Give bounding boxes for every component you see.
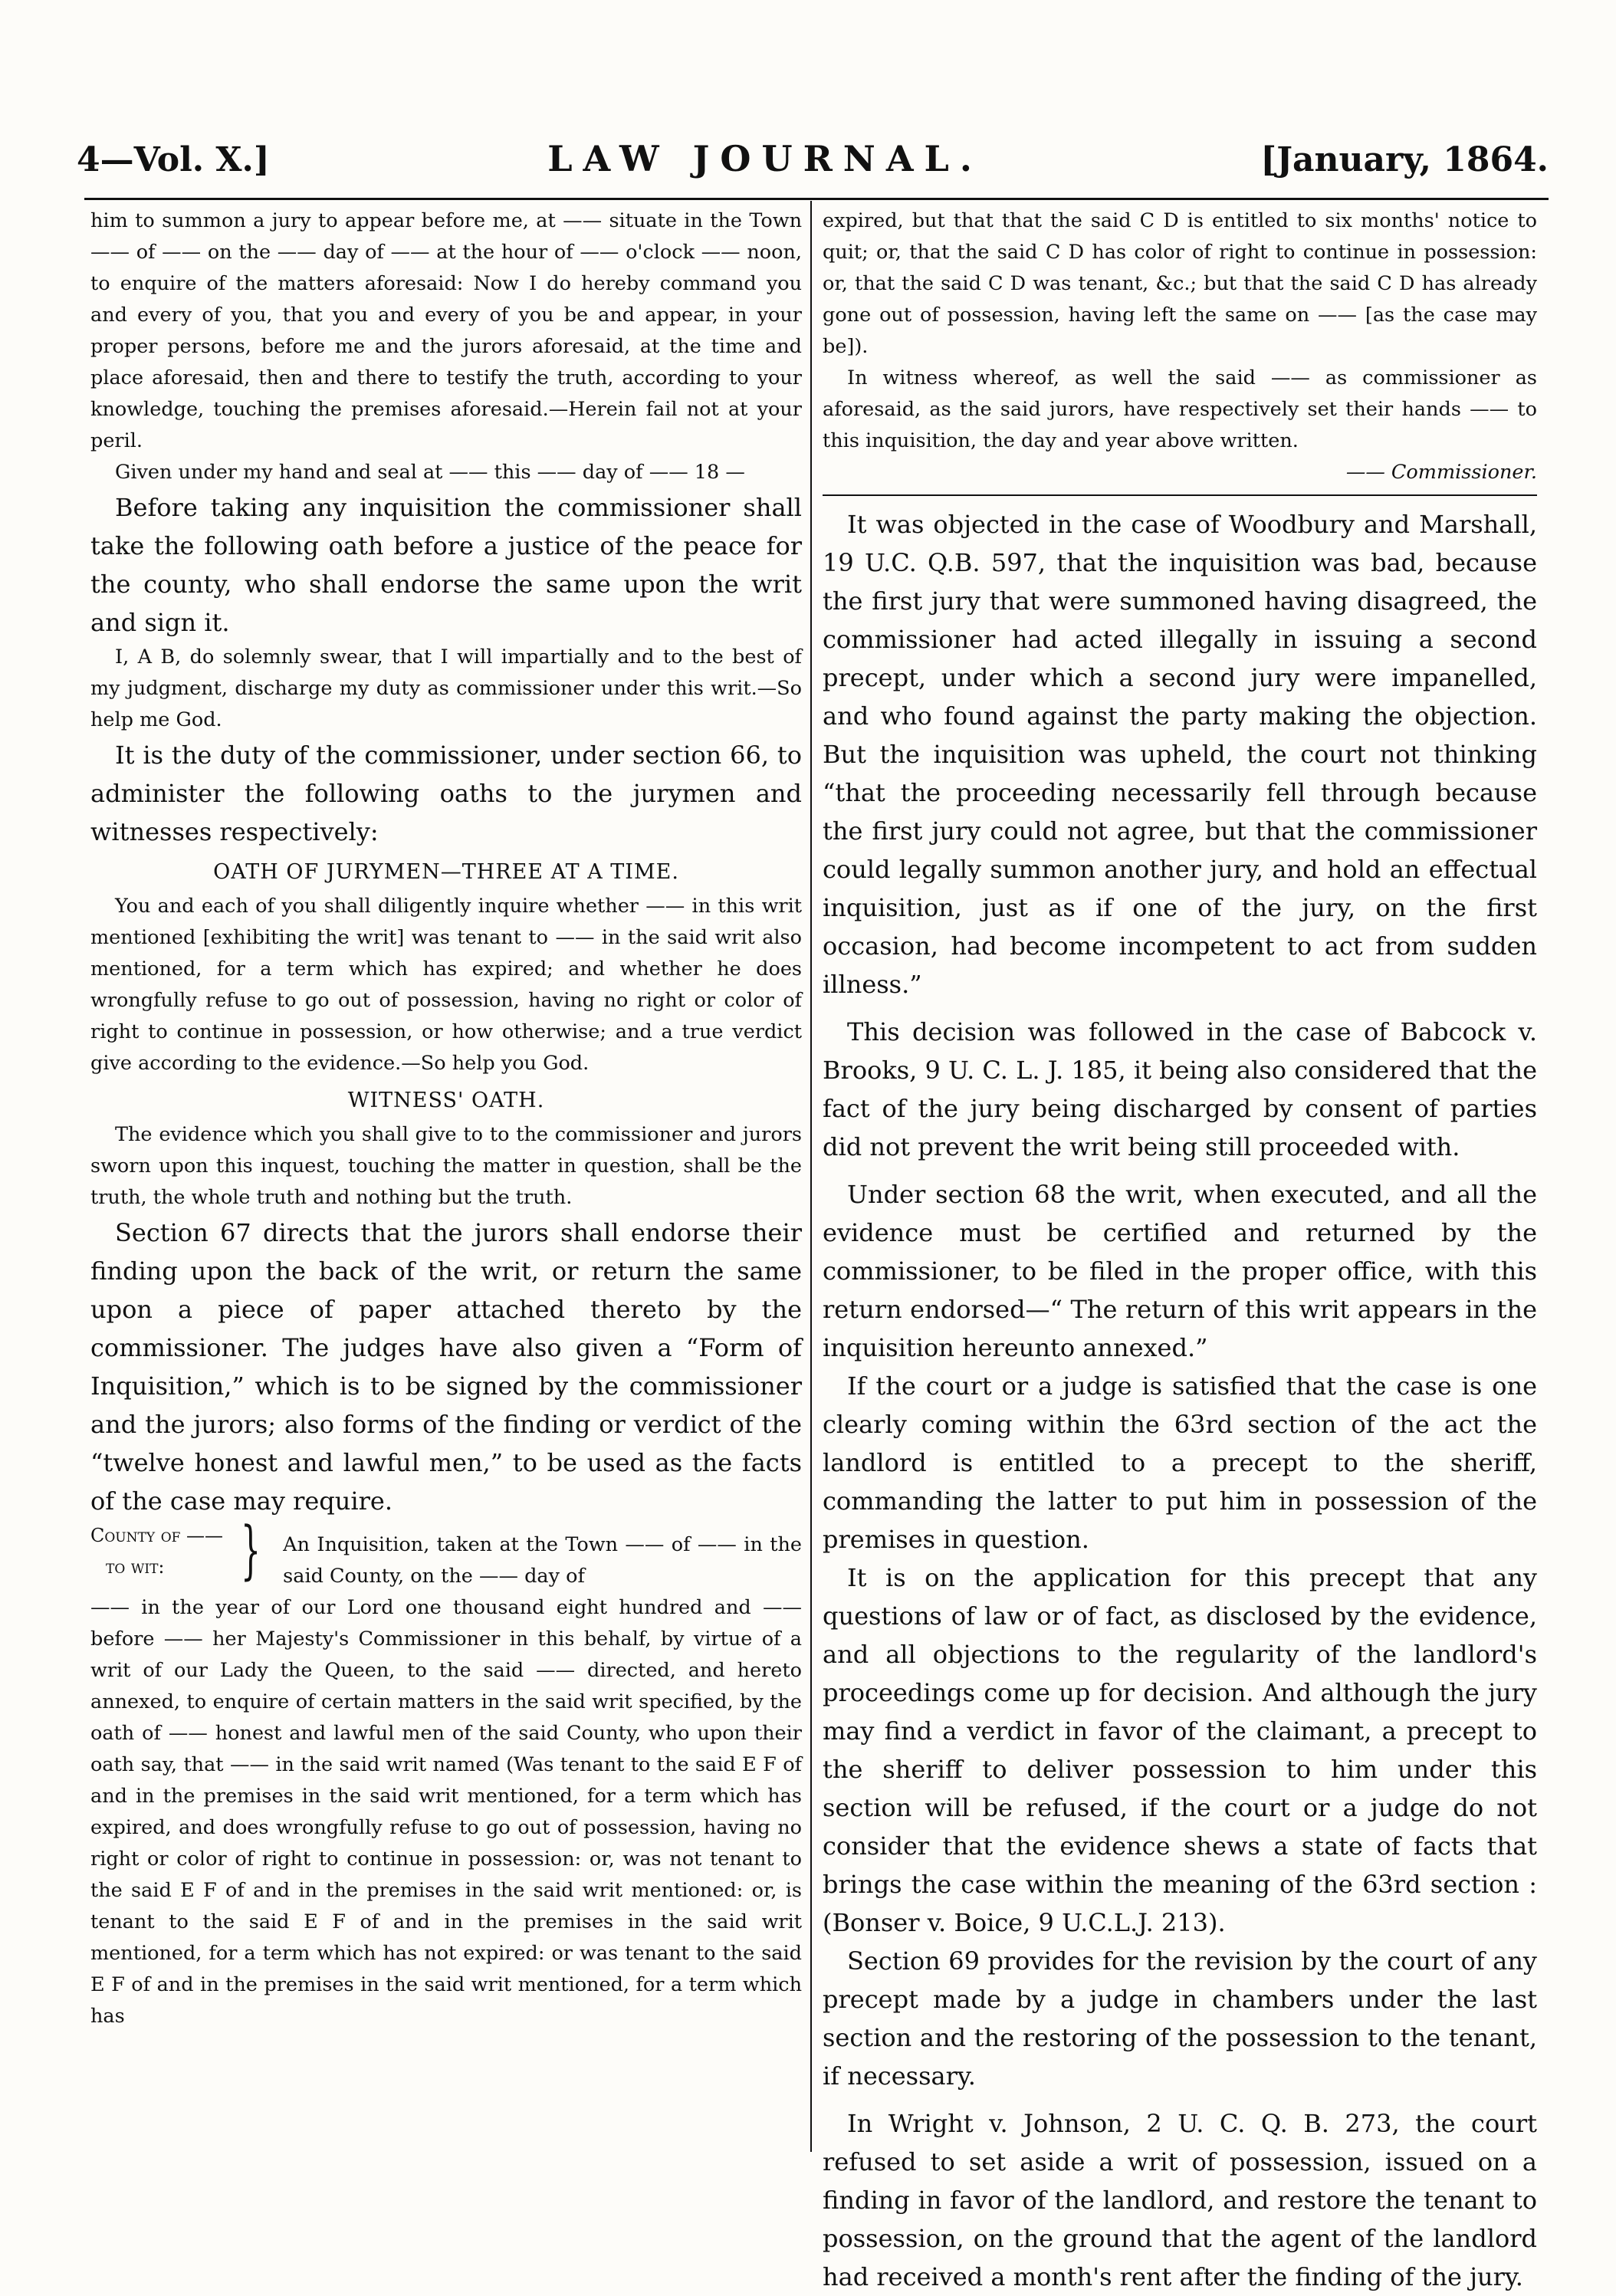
inquisition-form-header [90, 1514, 802, 1592]
jurymen-oath: You and each of you shall diligently inquire whether —— in this writ mentioned [exhibiting the writ] was tenant to —— in the said writ also mentioned, for a term which has expired; and whether he does wrongfully refuse to go out of possession, having no right or color of right to continue in possession, or how otherwise; and a true verdict give according to the evidence.—So help you God. [90, 895, 802, 1075]
commissioner-oath-intro: Before taking any inquisition the commissioner shall take the following oath before a justice of the peace for the county, who shall endorse the same upon the writ and sign it. [90, 493, 802, 637]
inquisition-form-continued: expired, but that that the said C D is entitled to six months' notice to quit; or, that the said C D has color of right to continue in possession: or, that the said C D was tenant, &c.; but that the said C D has already gone out of possession, having left the same on —— [as the case may be]). [823, 209, 1537, 358]
county-caption [90, 1520, 225, 1583]
babcock-case: This decision was followed in the case of Babcock v. Brooks, 9 U. C. L. J. 185, it being also considered that the fact of the jury being discharged by consent of parties did not prevent the writ being still proceeded with. [823, 1017, 1537, 1161]
summons-text: him to summon a jury to appear before me, at —— situate in the Town —— of —— on the —— day of —— at the hour of —— o'clock —— noon, to enquire of the matters aforesaid: Now I do hereby command you and every of you, that you and every of you be and appear, in your proper persons, before me and the jurors aforesaid, at the time and place aforesaid, then and there to testify the truth, according to your knowledge, touching the premises aforesaid.—Herein fail not at your peril. [90, 209, 802, 452]
witness-oath-heading: WITNESS' OATH. [347, 1089, 545, 1112]
issue-date: [January, 1864. [1260, 140, 1549, 179]
column-divider [810, 201, 812, 2152]
left-column [90, 205, 802, 2032]
section-69-text: Section 69 provides for the revision by the court of any precept made by a judge in chambers under the last section and the restoring of the possession to the tenant, if necessary. [823, 1946, 1537, 2091]
county-of-label: County of —— [90, 1525, 224, 1546]
jurymen-oath-heading: OATH OF JURYMEN—THREE AT A TIME. [213, 860, 679, 884]
wright-case: In Wright v. Johnson, 2 U. C. Q. B. 273, the court refused to set aside a writ of possession, issued on a finding in favor of the landlord, and restore the tenant to possession, on the ground that the agent of the landlord had received a month's rent after the finding of the jury. [823, 2109, 1537, 2291]
to-wit-label: to wit: [106, 1556, 165, 1578]
journal-title: LAW JOURNAL. [547, 138, 983, 179]
header-rule [84, 198, 1549, 200]
precept-application-text: It is on the application for this precept that any questions of law or of fact, as disclosed by the evidence, and all objections to the regularity of the landlord's proceedings come up for decision. And although the jury may find a verdict in favor of the claimant, a precept to the sheriff to deliver possession to him under this section will be refused, if the court or a judge do not consider that the evidence shews a state of facts that brings the case within the meaning of the 63rd section : (Bonser v. Boice, 9 U.C.L.J. 213). [823, 1563, 1537, 1937]
oaths-intro: It is the duty of the commissioner, under section 66, to administer the following oaths to the jurymen and witnesses respectively: [90, 741, 802, 846]
section-68-text: Under section 68 the writ, when executed, and all the evidence must be certified and returned by the commissioner, to be filed in the proper office, with this return endorsed—“ The return of this writ appears in the inquisition hereunto annexed.” [823, 1180, 1537, 1362]
witness-whereof: In witness whereof, as well the said —— as commissioner as aforesaid, as the said jurors, have respectively set their hands —— to this inquisition, the day and year above written. [823, 366, 1537, 452]
right-column [823, 205, 1537, 2296]
section-rule [823, 494, 1537, 496]
commissioner-signature: —— Commissioner. [1345, 461, 1537, 484]
woodbury-case: It was objected in the case of Woodbury and Marshall, 19 U.C. Q.B. 597, that the inquisition was bad, because the first jury that were summoned having disagreed, the commissioner had acted illegally in issuing a second precept, under which a second jury were impanelled, and who found against the party making the objection. But the inquisition was upheld, the court not thinking “that the proceeding necessarily fell through because the first jury could not agree, but that the commissioner could legally summon another jury, and hold an effectual inquisition, just as if one of the jury, on the first occasion, had become incompetent to act from sudden illness.” [823, 510, 1537, 999]
volume-label: 4—Vol. X.] [77, 140, 270, 179]
given-under-hand: Given under my hand and seal at —— this —— day of —— 18 — [115, 461, 745, 484]
inquisition-opening: An Inquisition, taken at the Town —— of —— in the said County, on the —— day of [283, 1533, 802, 1588]
section-63-text: If the court or a judge is satisfied that the case is one clearly coming within the 63rd section of the act the landlord is entitled to a precept to the sheriff, commanding the latter to put him in possession of the premises in question. [823, 1371, 1537, 1554]
brace-glyph: } [241, 1514, 261, 1587]
page-header [77, 138, 1549, 184]
section-67-text: Section 67 directs that the jurors shall endorse their finding upon the back of the writ, or return the same upon a piece of paper attached thereto by the commissioner. The judges have also given a “Form of Inquisition,” which is to be signed by the commissioner and the jurors; also forms of the finding or verdict of the “twelve honest and lawful men,” to be used as the facts of the case may require. [90, 1218, 802, 1516]
commissioner-oath: I, A B, do solemnly swear, that I will impartially and to the best of my judgment, discharge my duty as commissioner under this writ.—So help me God. [90, 645, 802, 731]
witness-oath: The evidence which you shall give to to the commissioner and jurors sworn upon this inquest, touching the matter in question, shall be the truth, the whole truth and nothing but the truth. [90, 1123, 802, 1209]
inquisition-form-body: —— in the year of our Lord one thousand eight hundred and —— before —— her Majesty's Commissioner in this behalf, by virtue of a writ of our Lady the Queen, to the said —— directed, and hereto annexed, to enquire of certain matters in the said writ specified, by the oath of —— honest and lawful men of the said County, who upon their oath say, that —— in the said writ named (Was tenant to the said E F of and in the premises in the said writ mentioned, for a term which has expired, and does wrongfully refuse to go out of possession, having no right or color of right to continue in possession: or, was not tenant to the said E F of and in the premises in the said writ mentioned: or, is tenant to the said E F of and in the premises in the said writ mentioned, for a term which has not expired: or was tenant to the said E F of and in the premises in the said writ mentioned, for a term which has [90, 1596, 802, 2028]
